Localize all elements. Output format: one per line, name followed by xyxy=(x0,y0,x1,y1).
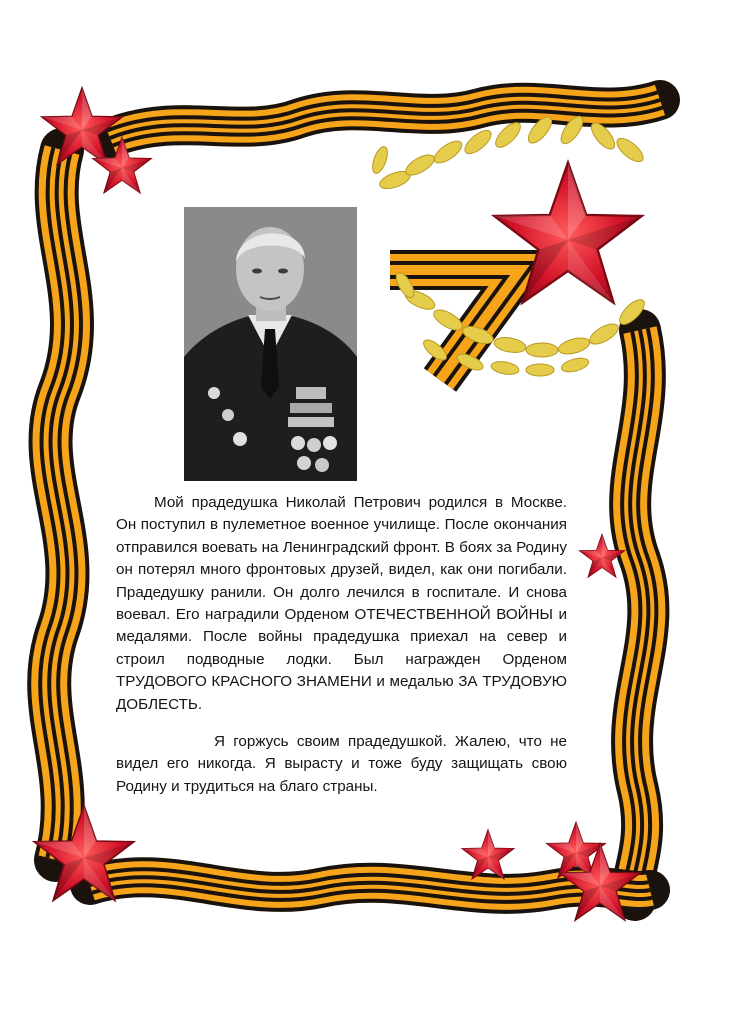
paragraph-biography: Мой прадедушка Николай Петрович родился в Москве. Он поступил в пулеметное военное училище. После окончания отправился воевать на Ленинградский фронт. В боях за Родину он потерял много фронтовых друзей, видел, как они погибали. Прадедушку ранили. Он долго лечился в госпитале. И снова воевал. Его наградили Орденом ОТЕЧЕСТВЕННОЙ ВОЙНЫ и медалями. После войны прадедушка приехал на север и строил подводные лодки. Был награжден Орденом ТРУДОВОГО КРАСНОГО ЗНАМЕНИ и медалью ЗА ТРУДОВУЮ ДОБЛЕСТЬ. xyxy=(116,494,567,713)
laurel-wreath-icon xyxy=(370,113,649,376)
portrait-photo xyxy=(184,207,357,481)
left-ribbon xyxy=(49,150,72,860)
text-block xyxy=(116,492,567,798)
bottom-ribbon xyxy=(90,877,650,894)
paragraph-pride: Я горжусь своим прадедушкой. Жалею, что не видел его никогда. Я вырасту и тоже буду защищать свою Родину и трудиться на благо страны. xyxy=(116,733,567,795)
right-ribbon xyxy=(630,330,648,900)
